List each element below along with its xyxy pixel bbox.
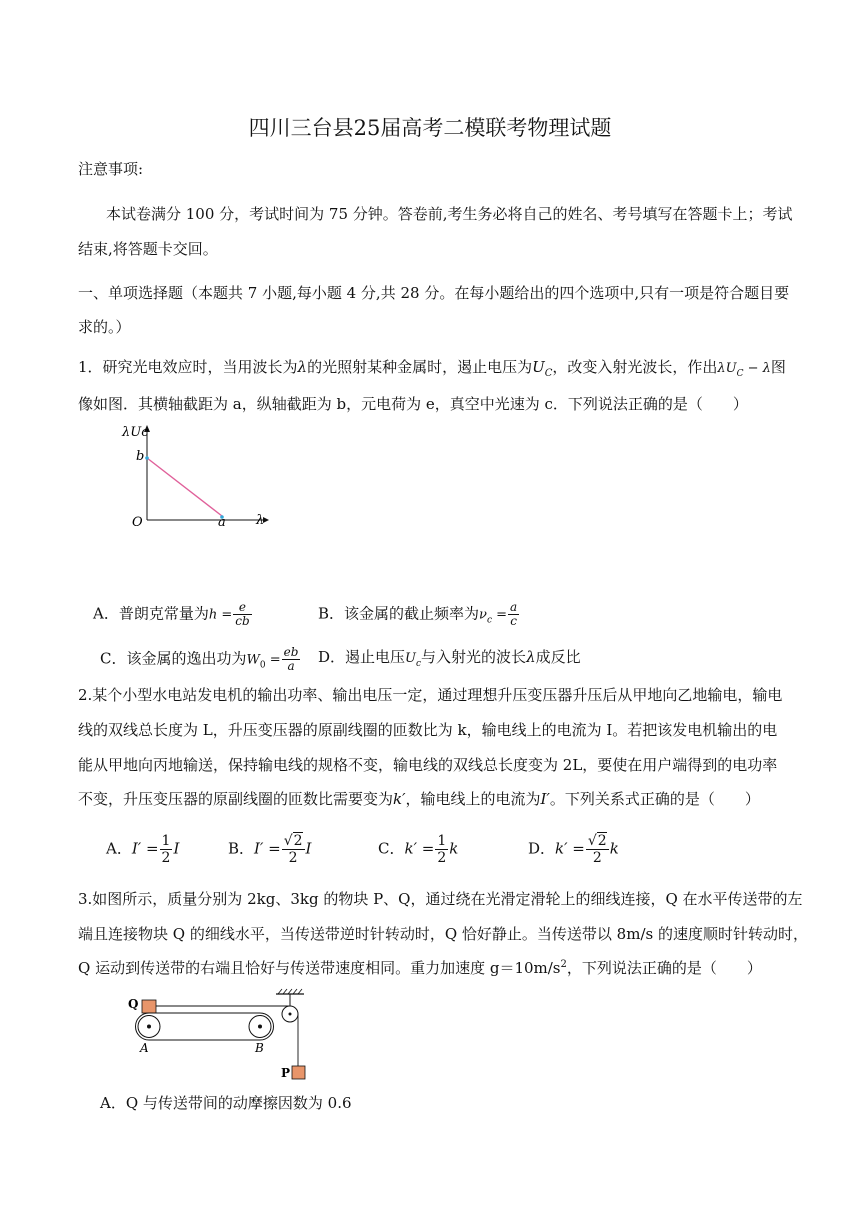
- q2-option-b: B．I′ = $\frac{√2}{2}$ I: [228, 833, 312, 866]
- y-axis-label: λUc: [122, 425, 149, 440]
- block-p-label: P: [281, 1066, 291, 1080]
- q1-graph: [118, 420, 278, 532]
- q3-line-1: 3.如图所示，质量分别为 2kg、3kg 的物块 P、Q，通过绕在光滑定滑轮上的细线连接，Q 在水平传送带的左: [78, 890, 803, 908]
- q2-line-1: 2.某个小型水电站发电机的输出功率、输出电压一定，通过理想升压变压器升压后从甲地向乙地输电，输电: [78, 686, 783, 704]
- q3-line-3: Q 运动到传送带的右端且恰好与传送带速度相同。重力加速度 $g=10m/s^2$，下列说法正确的是（ ）: [78, 959, 762, 977]
- section1-line-2: 求的。）: [78, 318, 131, 336]
- y-intercept-label: b: [136, 449, 145, 464]
- notes-line-1: 本试卷满分 100 分，考试时间为 75 分钟。答卷前,考生务必将自己的姓名、考号填写在答题卡上；考试: [106, 205, 793, 223]
- q2-line-2: 线的双线总长度为 L，升压变压器的原副线圈的匝数比为 k，输电线上的电流为 I。若把该发电机输出的电: [78, 721, 778, 739]
- notes-line-2: 结束,将答题卡交回。: [78, 240, 218, 258]
- q1-option-d: D．遏止电压$U_c$与入射光的波长λ成反比: [318, 648, 581, 669]
- q3-figure: [124, 988, 324, 1084]
- q1-option-c: C．该金属的逸出功为$W_0$ = $\frac{eb}{a}$: [100, 645, 299, 673]
- block-q-label: Q: [128, 997, 139, 1011]
- x-intercept-label: a: [218, 515, 226, 530]
- wheel-a-label: A: [140, 1041, 149, 1055]
- graph-line: [147, 458, 222, 516]
- q2-option-a: A．I′ = $\frac{1}{2}$ I: [106, 833, 180, 866]
- q1-line-2: 像如图．其横轴截距为 a，纵轴截距为 b，元电荷为 e，真空中光速为 c．下列说法正确的是（ ）: [78, 395, 748, 413]
- q3-line-2: 端且连接物块 Q 的细线水平，当传送带逆时针转动时，Q 恰好静止。当传送带以 8m/s 的速度顺时针转动时，: [78, 925, 808, 943]
- q2-option-d: D．k′ = $\frac{√2}{2}$ k: [528, 833, 619, 866]
- q2-line-4: 不变，升压变压器的原副线圈的匝数比需要变为k′，输电线上的电流为I′。下列关系式正确的是（ ）: [78, 790, 760, 808]
- page-title: 四川三台县25届高考二模联考物理试题: [248, 116, 612, 140]
- block-q: [142, 1000, 156, 1013]
- origin-label: O: [132, 515, 143, 530]
- q1-line-1: 1．研究光电效应时，当用波长为λ的光照射某种金属时，遏止电压为$U_C$，改变入射光波长，作出$\lambda U_C - \lambda$图: [78, 358, 786, 379]
- q3-option-a: A．Q 与传送带间的动摩擦因数为 0.6: [100, 1094, 352, 1112]
- section1-line-1: 一、单项选择题（本题共 7 小题,每小题 4 分,共 28 分。在每小题给出的四个选项中,只有一项是符合题目要: [78, 284, 790, 302]
- y-intercept-point: [145, 456, 149, 460]
- notes-heading: 注意事项:: [78, 160, 144, 178]
- wheel-b-label: B: [255, 1041, 264, 1055]
- q1-option-b: B．该金属的截止频率为$\nu_c$ = $\frac{a}{c}$: [318, 600, 518, 628]
- x-axis-label: λ: [256, 513, 265, 528]
- q2-option-c: C．k′ = $\frac{1}{2}$ k: [378, 833, 459, 866]
- q2-line-3: 能从甲地向丙地输送，保持输电线的规格不变，输电线的双线总长度变为 2L，要使在用户端得到的电功率: [78, 756, 778, 774]
- q1-option-a: A．普朗克常量为h = $\frac{e}{cb}$: [93, 600, 250, 628]
- block-p: [292, 1066, 305, 1079]
